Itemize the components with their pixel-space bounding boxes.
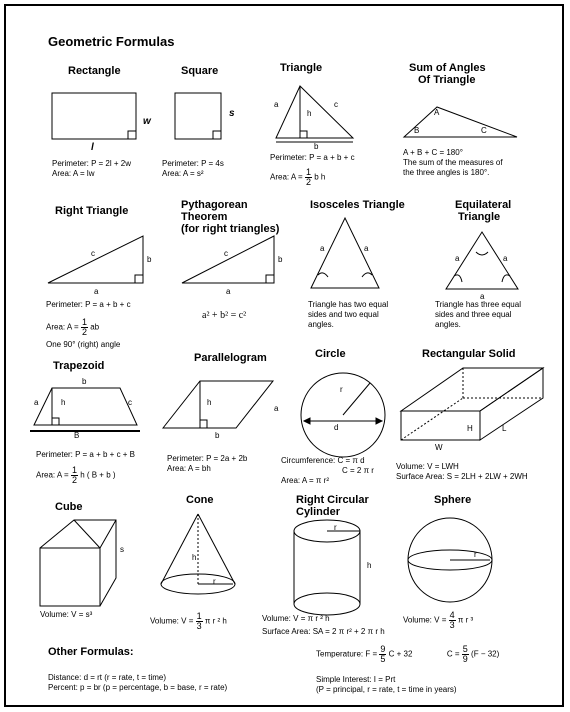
sphere-volume (403, 611, 473, 630)
cone-h-label: h (192, 553, 197, 562)
isosceles-text-1: Triangle has two equal (308, 300, 389, 309)
rect-solid-volume: Volume: V = LWH (396, 462, 459, 471)
trapezoid-area-fraction: $\frac{1}{2}$ (71, 465, 77, 485)
equilateral-heading-2: Triangle (458, 211, 501, 223)
cone-volume (150, 612, 227, 631)
circle-circumference-r: C = 2 π r (342, 466, 374, 475)
temperature-c-label: C = (446, 649, 460, 659)
right-triangle-c-label: c (91, 249, 95, 258)
rect-solid-surface-area: Surface Area: S = 2LH + 2LW + 2WH (396, 472, 528, 481)
circle-circumference: Circumference: C = π d (281, 456, 365, 465)
parallelogram-h-label: h (207, 398, 212, 407)
pythagorean-heading-3: (for right triangles) (181, 223, 280, 235)
temperature-c-fraction: $\frac{5}{9}$ (462, 644, 468, 664)
parallelogram-b-label: b (215, 431, 220, 440)
cone-volume-label: Volume: V = (150, 616, 194, 626)
parallelogram-a-label: a (274, 404, 279, 413)
temperature-formula (316, 645, 499, 664)
trapezoid-heading: Trapezoid (53, 360, 105, 372)
isosceles-text-3: angles. (308, 320, 334, 329)
sum-angles-heading-2: Of Triangle (418, 74, 476, 86)
triangle-area-fraction: $\frac{1}{2}$ (305, 167, 311, 187)
pythagorean-formula: a² + b² = c² (202, 310, 247, 321)
rectangle-l-label: l (91, 142, 94, 153)
sphere-volume-fraction: $\frac{4}{3}$ (449, 610, 455, 630)
rectangle-area: Area: A = lw (52, 169, 95, 178)
sphere-r-label: r (474, 550, 477, 559)
rectangle-w-label: w (143, 116, 151, 127)
trapezoid-h-label: h (61, 398, 66, 407)
square-heading: Square (181, 65, 219, 77)
pythagorean-c-label: c (224, 249, 228, 258)
triangle-a-label: a (274, 100, 279, 109)
cylinder-h-label: h (367, 561, 372, 570)
equilateral-text-3: angles. (435, 320, 461, 329)
pythagorean-heading-2: Theorem (181, 211, 228, 223)
right-triangle-b-label: b (147, 255, 152, 264)
pythagorean-b-label: b (278, 255, 283, 264)
trapezoid-area (36, 466, 116, 485)
cube-heading: Cube (55, 501, 83, 513)
circle-area: Area: A = π r² (281, 476, 329, 485)
equilateral-a-right: a (503, 254, 508, 263)
parallelogram-heading: Parallelogram (194, 352, 267, 364)
sum-angles-text-1: The sum of the measures of (403, 158, 503, 167)
page-title: Geometric Formulas (48, 34, 175, 49)
isosceles-text-2: sides and two equal (308, 310, 379, 319)
rectangle-perimeter: Perimeter: P = 2l + 2w (52, 159, 131, 168)
trapezoid-b-label: b (82, 377, 87, 386)
sphere-volume-label: Volume: V = (403, 615, 447, 625)
trapezoid-c-label: c (128, 398, 132, 407)
square-area: Area: A = s² (162, 169, 204, 178)
triangle-c-label: c (334, 100, 338, 109)
cylinder-volume: Volume: V = π r ² h (262, 614, 330, 623)
cylinder-surface-area: Surface Area: SA = 2 π r² + 2 π r h (262, 627, 385, 636)
right-triangle-area-rest: ab (90, 322, 100, 332)
circle-heading: Circle (315, 348, 346, 360)
circle-d-label: d (334, 423, 339, 432)
rect-solid-H-label: H (467, 424, 473, 433)
temperature-f-fraction: $\frac{9}{5}$ (380, 644, 386, 664)
temperature-f-rest: C + 32 (388, 649, 413, 659)
simple-interest-note: (P = principal, r = rate, t = time in years) (316, 685, 457, 694)
triangle-area (270, 168, 325, 187)
triangle-perimeter: Perimeter: P = a + b + c (270, 153, 355, 162)
triangle-area-rest: b h (314, 172, 326, 182)
equilateral-heading-1: Equilateral (455, 199, 512, 211)
sum-angles-equation: A + B + C = 180° (403, 148, 463, 157)
cone-volume-fraction: $\frac{1}{3}$ (196, 611, 202, 631)
square-perimeter: Perimeter: P = 4s (162, 159, 224, 168)
right-triangle-a-label: a (94, 287, 99, 296)
square-s-label: s (229, 108, 235, 119)
cylinder-heading-1: Right Circular (296, 494, 369, 506)
rect-solid-L-label: L (502, 424, 507, 433)
trapezoid-area-rest: h ( B + b ) (80, 470, 116, 480)
sum-angles-heading-1: Sum of Angles (409, 62, 486, 74)
isosceles-heading: Isosceles Triangle (310, 199, 405, 211)
cylinder-heading-2: Cylinder (296, 506, 341, 518)
temperature-f-label: Temperature: F = (316, 649, 378, 659)
right-triangle-area (46, 318, 99, 337)
sum-angles-C-label: C (481, 126, 487, 135)
isosceles-a-right: a (364, 244, 369, 253)
sphere-heading: Sphere (434, 494, 472, 506)
cube-volume: Volume: V = s³ (40, 610, 93, 619)
triangle-h-label: h (307, 109, 312, 118)
right-triangle-angle-note: One 90° (right) angle (46, 340, 121, 349)
simple-interest-formula: Simple Interest: I = Prt (316, 675, 396, 684)
cone-r-label: r (213, 577, 216, 586)
other-formulas-heading: Other Formulas: (48, 646, 134, 658)
cube-s-label: s (120, 545, 124, 554)
equilateral-a-left: a (455, 254, 460, 263)
sum-angles-B-label: B (414, 126, 420, 135)
cylinder-r-label: r (334, 523, 337, 532)
triangle-b-label: b (314, 142, 319, 151)
cone-volume-rest: π r ² h (204, 616, 227, 626)
cone-heading: Cone (186, 494, 214, 506)
rectangle-heading: Rectangle (68, 65, 121, 77)
sum-angles-A-label: A (434, 108, 440, 117)
rect-solid-heading: Rectangular Solid (422, 348, 516, 360)
sphere-volume-rest: π r ³ (457, 615, 474, 625)
distance-formula: Distance: d = rt (r = rate, t = time) (48, 673, 167, 682)
trapezoid-B-label: B (74, 431, 80, 440)
trapezoid-area-label: Area: A = (36, 470, 69, 480)
right-triangle-perimeter: Perimeter: P = a + b + c (46, 300, 131, 309)
right-triangle-heading: Right Triangle (55, 205, 129, 217)
equilateral-a-bottom: a (480, 292, 485, 301)
triangle-heading: Triangle (280, 62, 323, 74)
triangle-area-label: Area: A = (270, 172, 303, 182)
equilateral-text-1: Triangle has three equal (435, 300, 521, 309)
right-triangle-area-fraction: $\frac{1}{2}$ (81, 317, 87, 337)
right-triangle-area-label: Area: A = (46, 322, 79, 332)
rect-solid-W-label: W (435, 443, 443, 452)
percent-formula: Percent: p = br (p = percentage, b = base, r = rate) (48, 683, 228, 692)
temperature-c-rest: (F − 32) (471, 649, 500, 659)
trapezoid-perimeter: Perimeter: P = a + b + c + B (36, 450, 136, 459)
equilateral-text-2: sides and three equal (435, 310, 512, 319)
pythagorean-heading-1: Pythagorean (181, 199, 248, 211)
circle-r-label: r (340, 385, 343, 394)
parallelogram-area: Area: A = bh (167, 464, 211, 473)
pythagorean-a-label: a (226, 287, 231, 296)
sum-angles-text-2: the three angles is 180°. (403, 168, 490, 177)
trapezoid-a-label: a (34, 398, 39, 407)
parallelogram-perimeter: Perimeter: P = 2a + 2b (167, 454, 248, 463)
isosceles-a-left: a (320, 244, 325, 253)
